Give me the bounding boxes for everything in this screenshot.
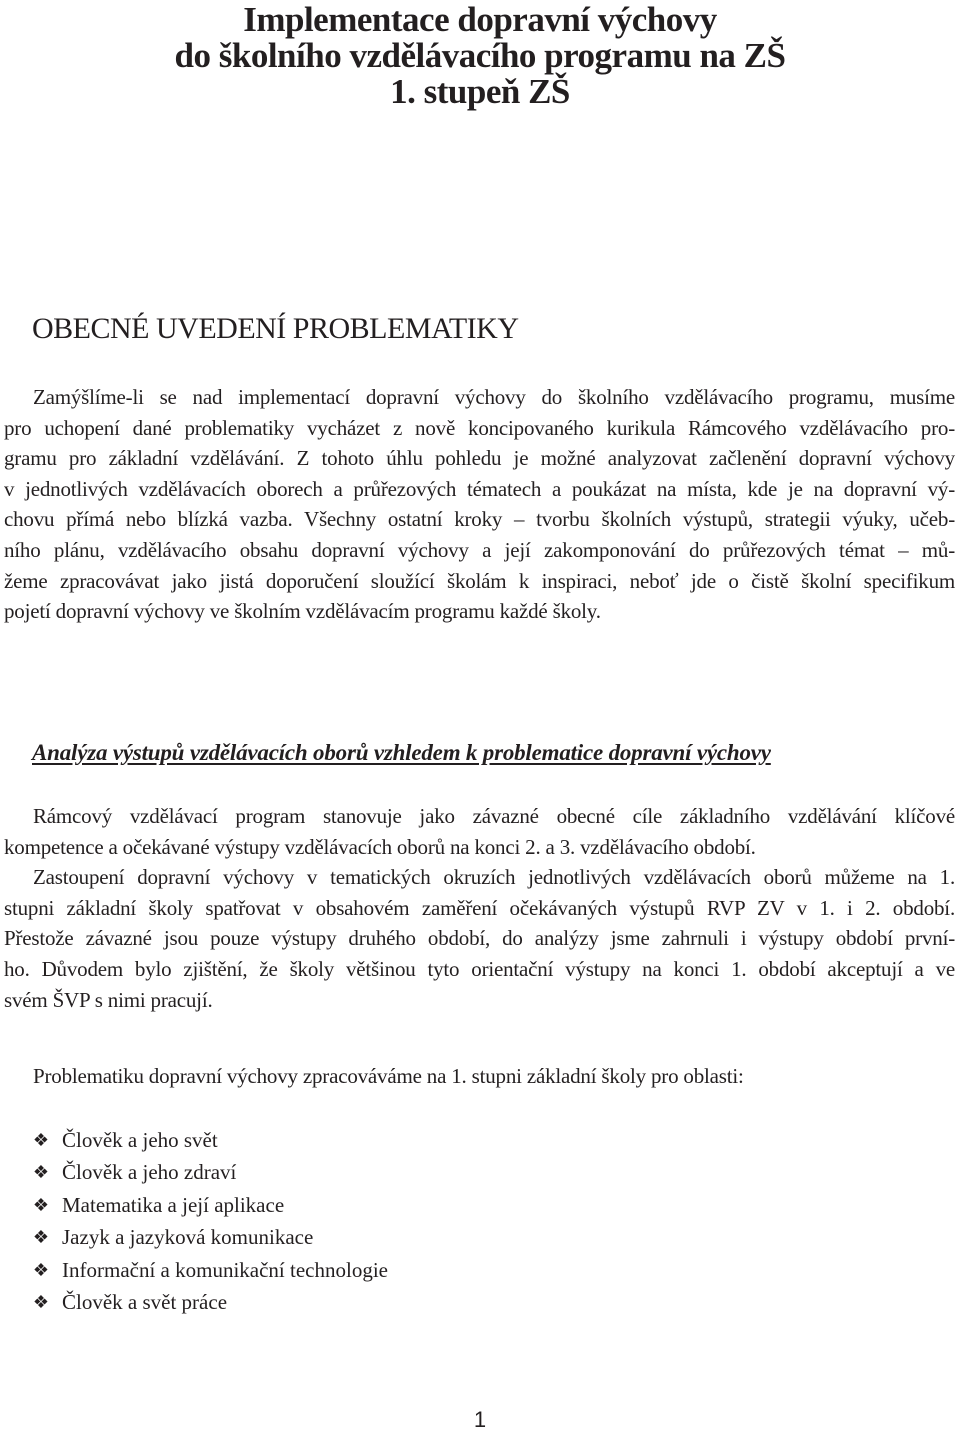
intro-paragraph xyxy=(4,382,955,627)
page-title xyxy=(0,2,960,110)
areas-intro xyxy=(4,1061,955,1092)
intro-line: chovu přímá nebo blízká vazba. Všechny ostatní kroky – tvorbu školních výstupů, strategii výuky, učeb- xyxy=(4,507,955,532)
intro-line: pojetí dopravní výchovy ve školním vzdělávacím programu každé školy. xyxy=(4,599,601,624)
title-line-1: Implementace dopravní výchovy xyxy=(243,0,717,39)
section-heading: OBECNÉ UVEDENÍ PROBLEMATIKY xyxy=(32,312,519,345)
intro-line: pro uchopení dané problematiky vycházet z nově koncipovaného kurikula Rámcového vzdělávacího pro- xyxy=(4,415,955,440)
intro-line: žeme zpracovávat jako jistá doporučení sloužící školám k inspiraci, neboť jde o čistě školní specifikum xyxy=(4,568,955,593)
intro-line: ního plánu, vzdělávacího obsahu dopravní výchovy a její zakomponování do průřezových témat – mů- xyxy=(4,537,955,562)
area-label: Jazyk a jazyková komunikace xyxy=(62,1225,314,1250)
list-item xyxy=(32,1254,388,1286)
areas-intro-line: Problematiku dopravní výchovy zpracováváme na 1. stupni základní školy pro oblasti: xyxy=(33,1064,744,1088)
list-item xyxy=(32,1189,388,1221)
area-label: Člověk a svět práce xyxy=(62,1290,228,1315)
diamond-bullet-icon: ❖ xyxy=(32,1227,50,1248)
area-label: Informační a komunikační technologie xyxy=(62,1257,388,1282)
area-label: Člověk a jeho svět xyxy=(62,1128,218,1152)
diamond-bullet-icon: ❖ xyxy=(32,1162,50,1183)
list-item xyxy=(32,1124,388,1156)
intro-line: v jednotlivých vzdělávacích oborech a průřezových tématech a poukázat na místa, kde je na dopravní vý- xyxy=(4,476,955,501)
analysis-line: stupni základní školy spatřovat v obsahovém zaměření očekávaných výstupů RVP ZV v 1. i 2. období. xyxy=(4,895,955,920)
page-number: 1 xyxy=(473,1407,487,1432)
list-item xyxy=(32,1286,388,1318)
analysis-line: svém ŠVP s nimi pracují. xyxy=(4,987,213,1012)
analysis-line: Zastoupení dopravní výchovy v tematických okruzích jednotlivých vzdělávacích oborů můžeme na 1. xyxy=(33,865,955,890)
area-label: Matematika a její aplikace xyxy=(62,1192,285,1217)
areas-list xyxy=(32,1124,388,1318)
title-line-2: do školního vzdělávacího programu na ZŠ xyxy=(174,36,786,75)
analysis-line: ho. Důvodem bylo zjištění, že školy většinou tyto orientační výstupy na konci 1. období akceptují a ve xyxy=(4,956,955,981)
analysis-subheading: Analýza výstupů vzdělávacích oborů vzhledem k problematice dopravní výchovy xyxy=(32,740,771,765)
analysis-paragraph xyxy=(4,801,955,1015)
analysis-line: kompetence a očekávané výstupy vzdělávacích oborů na konci 2. a 3. vzdělávacího období. xyxy=(4,834,756,859)
intro-line: Zamýšlíme-li se nad implementací dopravní výchovy do školního vzdělávacího programu, musíme xyxy=(33,385,955,409)
diamond-bullet-icon: ❖ xyxy=(32,1130,50,1150)
list-item xyxy=(32,1156,388,1188)
diamond-bullet-icon: ❖ xyxy=(32,1292,50,1313)
list-item xyxy=(32,1221,388,1253)
analysis-line: Rámcový vzdělávací program stanovuje jako závazné obecné cíle základního vzdělávání klíčové xyxy=(33,804,955,828)
diamond-bullet-icon: ❖ xyxy=(32,1259,50,1280)
area-label: Člověk a jeho zdraví xyxy=(62,1160,237,1185)
analysis-line: Přestože závazné jsou pouze výstupy druhého období, do analýzy jsme zahrnuli i výstupy období první- xyxy=(4,926,955,951)
diamond-bullet-icon: ❖ xyxy=(32,1194,50,1215)
title-line-3: 1. stupeň ZŠ xyxy=(390,72,570,111)
intro-line: gramu pro základní vzdělávání. Z tohoto úhlu pohledu je možné analyzovat začlenění dopravní výchovy xyxy=(4,446,955,471)
